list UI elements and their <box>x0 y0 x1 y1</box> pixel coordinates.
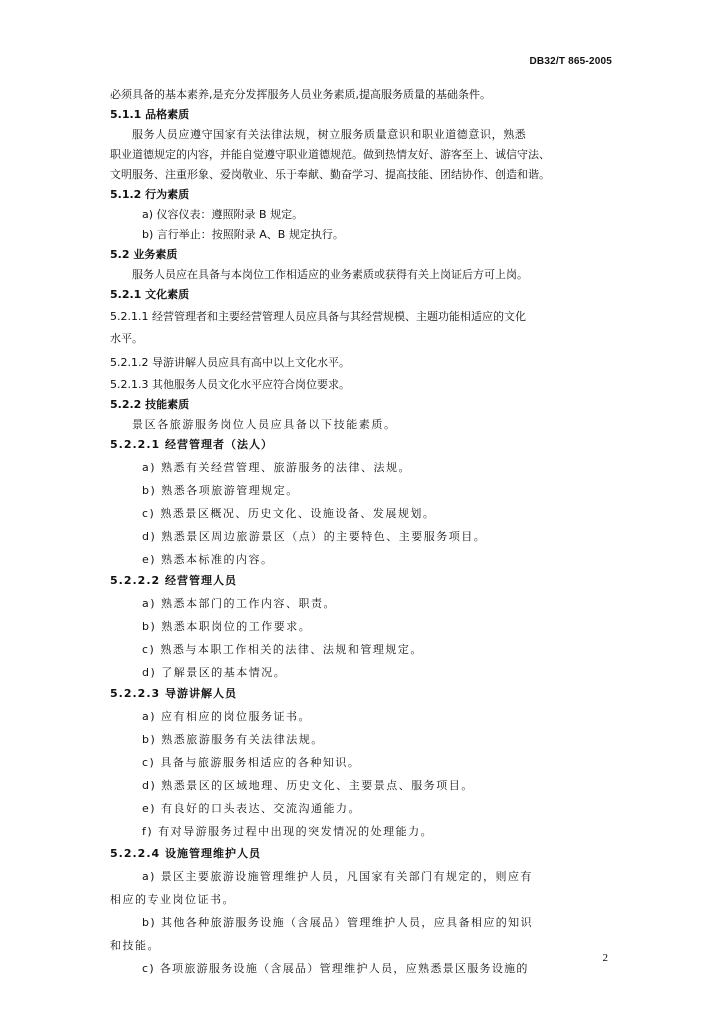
section-heading: 5.2.1 文化素质 <box>110 288 190 301</box>
section-heading: 5.2.2.1 经营管理者（法人） <box>110 438 273 451</box>
list-item: f) 有对导游服务过程中出现的突发情况的处理能力。 <box>142 825 434 838</box>
text-line: 水平。 <box>110 332 143 345</box>
list-item: a) 仪容仪表：遵照附录 B 规定。 <box>142 208 304 221</box>
section-heading: 5.2.2 技能素质 <box>110 398 190 411</box>
list-item: a) 景区主要旅游设施管理维护人员，凡国家有关部门有规定的，则应有 <box>142 870 533 883</box>
page-number: 2 <box>602 952 608 964</box>
text-line: 职业道德规定的内容，并能自觉遵守职业道德规范。做到热情友好、游客至上、诚信守法、 <box>110 148 550 161</box>
section-heading: 5.1.1 品格素质 <box>110 108 190 121</box>
text-line: 5.2.1.3 其他服务人员文化水平应符合岗位要求。 <box>110 378 350 391</box>
list-item: a) 熟悉本部门的工作内容、职责。 <box>142 597 337 610</box>
list-item: b) 熟悉旅游服务有关法律法规。 <box>142 733 324 746</box>
list-item: a) 应有相应的岗位服务证书。 <box>142 710 312 723</box>
text-line: 必须具备的基本素养,是充分发挥服务人员业务素质,提高服务质量的基础条件。 <box>110 88 491 101</box>
list-item: b) 熟悉本职岗位的工作要求。 <box>142 620 312 633</box>
text-line: 5.2.1.2 导游讲解人员应具有高中以上文化水平。 <box>110 356 350 369</box>
list-item: c) 熟悉与本职工作相关的法律、法规和管理规定。 <box>142 643 423 656</box>
list-item: c) 具备与旅游服务相适应的各种知识。 <box>142 756 361 769</box>
list-item: b) 熟悉各项旅游管理规定。 <box>142 484 299 497</box>
document-number: DB32/T 865-2005 <box>529 56 612 67</box>
list-item: b) 其他各种旅游服务设施（含展品）管理维护人员，应具备相应的知识 <box>142 916 533 929</box>
list-item: d) 熟悉景区的区域地理、历史文化、主要景点、服务项目。 <box>142 779 474 792</box>
list-item: c) 熟悉景区概况、历史文化、设施设备、发展规划。 <box>142 507 436 520</box>
list-item: d) 熟悉景区周边旅游景区（点）的主要特色、主要服务项目。 <box>142 530 487 543</box>
text-line: 服务人员应遵守国家有关法律法规，树立服务质量意识和职业道德意识，熟悉 <box>132 128 527 141</box>
list-item: e) 熟悉本标准的内容。 <box>142 553 274 566</box>
section-heading: 5.2.2.3 导游讲解人员 <box>110 687 237 700</box>
section-heading: 5.1.2 行为素质 <box>110 188 190 201</box>
text-line: 和技能。 <box>110 939 160 952</box>
list-item: a) 熟悉有关经营管理、旅游服务的法律、法规。 <box>142 461 412 474</box>
section-heading: 5.2.2.2 经营管理人员 <box>110 574 237 587</box>
section-heading: 5.2 业务素质 <box>110 248 178 261</box>
list-item: c) 各项旅游服务设施（含展品）管理维护人员，应熟悉景区服务设施的 <box>142 962 529 975</box>
text-line: 文明服务、注重形象、爱岗敬业、乐于奉献、勤奋学习、提高技能、团结协作、创造和谐。 <box>110 168 550 181</box>
text-line: 服务人员应在具备与本岗位工作相适应的业务素质或获得有关上岗证后方可上岗。 <box>132 268 528 281</box>
text-line: 5.2.1.1 经营管理者和主要经营管理人员应具备与其经营规模、主题功能相适应的文化 <box>110 310 526 323</box>
list-item: d) 了解景区的基本情况。 <box>142 666 287 679</box>
list-item: e) 有良好的口头表达、交流沟通能力。 <box>142 802 362 815</box>
text-line: 相应的专业岗位证书。 <box>110 893 235 906</box>
list-item: b) 言行举止：按照附录 A、B 规定执行。 <box>142 228 344 241</box>
text-line: 景区各旅游服务岗位人员应具备以下技能素质。 <box>132 418 397 431</box>
section-heading: 5.2.2.4 设施管理维护人员 <box>110 847 261 860</box>
